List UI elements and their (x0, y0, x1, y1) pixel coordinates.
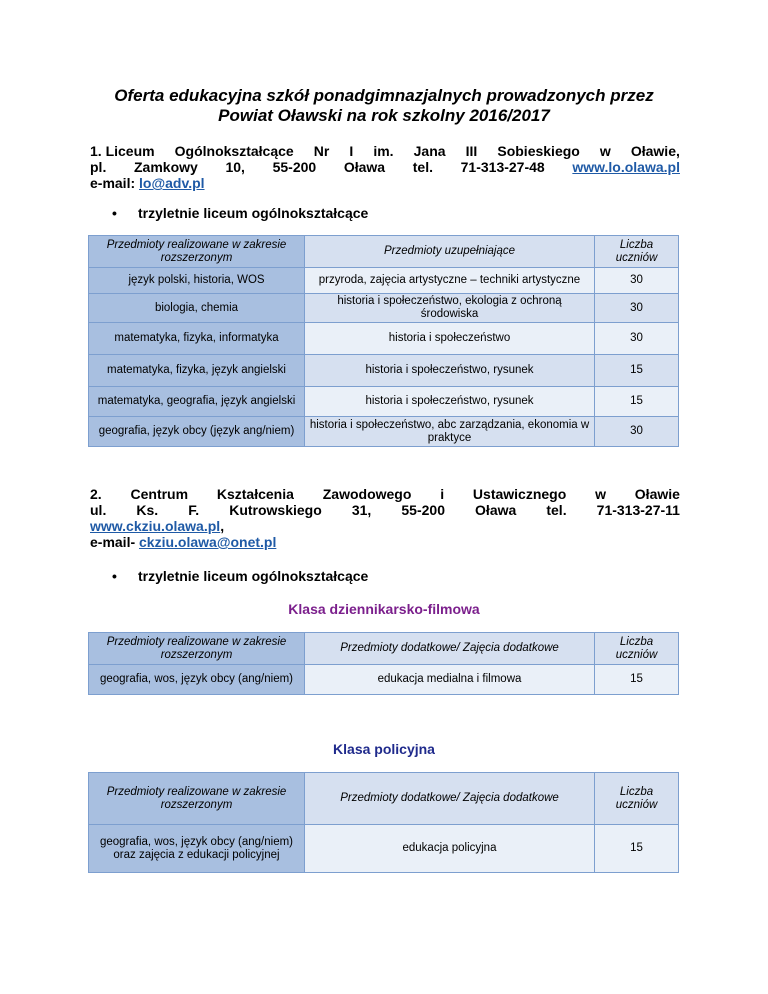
table-row: język polski, historia, WOS przyroda, zajęcia artystyczne – techniki artystyczne 30 (89, 268, 679, 294)
page-title (60, 86, 708, 126)
header-student-count: Liczba uczniów (595, 773, 679, 825)
table-row: matematyka, fizyka, informatyka historia i społeczeństwo 30 (89, 323, 679, 355)
school-2-info (90, 486, 680, 550)
header-extended-subjects: Przedmioty realizowane w zakresie rozszerzonym (89, 773, 305, 825)
school-2-profile: • trzyletnie liceum ogólnokształcące (112, 568, 369, 584)
header-supplementary-subjects: Przedmioty uzupełniające (305, 236, 595, 268)
school-2-line-1: 2. Centrum Kształcenia Zawodowego i Ustawicznego w Oławie (90, 486, 680, 502)
school-2-website-line: www.ckziu.olawa.pl, (90, 518, 225, 534)
school-2-line-2: ul. Ks. F. Kutrowskiego 31, 55-200 Oława tel. 71-313-27-11 (90, 502, 680, 518)
school-1-info (90, 143, 680, 191)
header-student-count: Liczba uczniów (595, 633, 679, 665)
table-row: biologia, chemia historia i społeczeństwo, ekologia z ochroną środowiska 30 (89, 294, 679, 323)
header-student-count: Liczba uczniów (595, 236, 679, 268)
table-row: geografia, wos, język obcy (ang/niem) oraz zajęcia z edukacji policyjnej edukacja policyjna 15 (89, 825, 679, 873)
school-2-phone: 71-313-27-11 (596, 502, 680, 518)
class-journalism-table (88, 632, 679, 695)
header-additional-subjects: Przedmioty dodatkowe/ Zajęcia dodatkowe (305, 633, 595, 665)
class-police-heading: Klasa policyjna (333, 741, 435, 757)
title-line-2: Powiat Oławski na rok szkolny 2016/2017 (218, 106, 550, 125)
school-2-email-link[interactable]: ckziu.olawa@onet.pl (139, 534, 277, 550)
school-2-email-line: e-mail- ckziu.olawa@onet.pl (90, 534, 277, 550)
school-1-website-link[interactable]: www.lo.olawa.pl (572, 159, 680, 175)
table-row: geografia, język obcy (język ang/niem) historia i społeczeństwo, abc zarządzania, ekonomia w praktyce 30 (89, 417, 679, 447)
school-1-email-link[interactable]: lo@adv.pl (139, 175, 205, 191)
table-row: geografia, wos, język obcy (ang/niem) edukacja medialna i filmowa 15 (89, 665, 679, 695)
table-row: matematyka, geografia, język angielski historia i społeczeństwo, rysunek 15 (89, 387, 679, 417)
school-1-email-line: e-mail: lo@adv.pl (90, 175, 205, 191)
school-1-phone: 71-313-27-48 (460, 159, 545, 175)
school-1-profile: • trzyletnie liceum ogólnokształcące (112, 205, 369, 221)
school-1-line-1: 1. Liceum Ogólnokształcące Nr I im. Jana III Sobieskiego w Oławie, (90, 143, 680, 159)
class-police-table (88, 772, 679, 873)
header-extended-subjects: Przedmioty realizowane w zakresie rozszerzonym (89, 236, 305, 268)
bullet-icon: • (112, 205, 117, 221)
table-row: matematyka, fizyka, język angielski historia i społeczeństwo, rysunek 15 (89, 355, 679, 387)
class-journalism-heading: Klasa dziennikarsko-filmowa (288, 601, 480, 617)
header-additional-subjects: Przedmioty dodatkowe/ Zajęcia dodatkowe (305, 773, 595, 825)
school-2-website-link[interactable]: www.ckziu.olawa.pl (90, 518, 221, 534)
title-line-1: Oferta edukacyjna szkół ponadgimnazjalnych prowadzonych przez (114, 86, 654, 105)
school-1-table (88, 235, 679, 447)
table-header-row (89, 236, 679, 268)
header-extended-subjects: Przedmioty realizowane w zakresie rozszerzonym (89, 633, 305, 665)
table-header-row (89, 773, 679, 825)
table-header-row (89, 633, 679, 665)
school-1-line-2: pl. Zamkowy 10, 55-200 Oława tel. 71-313-27-48 www.lo.olawa.pl (90, 159, 680, 175)
bullet-icon: • (112, 568, 117, 584)
